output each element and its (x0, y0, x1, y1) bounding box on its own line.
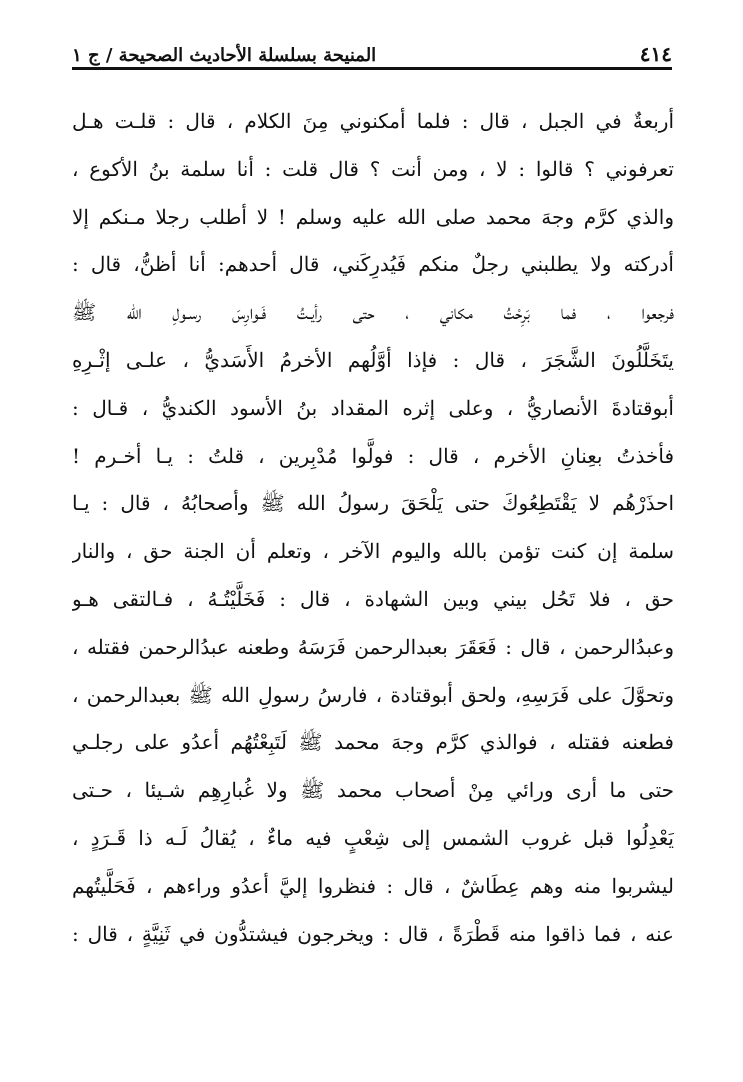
text-line: فطعنه فقتله ، فوالذي كرَّم وجهَ محمد ﷺ لَتَبِعْتُهُم أعدُو على رجلـي (72, 730, 674, 755)
text-line: أربعةٌ في الجبل ، قال : فلما أمكنوني مِنَ الكلام ، قال : قلـت هـل (72, 109, 674, 133)
running-head (72, 30, 672, 66)
page-number: ٤١٤ (639, 42, 672, 66)
text-line: وتحوَّلَ على فَرَسِهِ، ولحق أبوقتادة ، فارسُ رسولِ الله ﷺ بعبدالرحمن ، (72, 682, 674, 707)
text-line: أبوقتادةَ الأنصاريُّ ، وعلى إثره المقداد بنُ الأسود الكنديُّ ، قـال : (72, 395, 674, 420)
text-line: فأخذتُ بعِنانِ الأخرم ، قال : فولَّوا مُدْبِرين ، قلتُ : يـا أخـرم ! (72, 443, 674, 468)
text-line: وعبدُالرحمن ، قال : فَعَقَرَ بعبدالرحمن فَرَسَهُ وطعنه عبدُالرحمن فقتله ، (72, 634, 674, 659)
text-line: احذَرْهُم لا يَقْتَطِعُوكَ حتى يَلْحَقَ رسولُ الله ﷺ وأصحابُهُ ، قال : يـا (72, 491, 674, 516)
text-line: تعرفوني ؟ قالوا : لا ، ومن أنت ؟ قال قلت : أنا سلمة بنُ الأكوع ، (72, 156, 674, 181)
text-line: فرجعوا ، فما بَرِحْتُ مكاني ، حتى رأيـتُ فَـوارِسَ رسـولِ الله ﷺ (72, 300, 674, 325)
text-line: والذي كرَّم وجهَ محمد صلى الله عليه وسلم ! لا أطلب رجلا مـنكم إلا (72, 204, 674, 229)
text-line: حتى ما أرى ورائي مِنْ أصحاب محمد ﷺ ولا غُبارِهِم شـيئا ، حـتى (72, 778, 674, 803)
text-line: يَعْدِلُوا قبل غروب الشمس إلى شِعْبٍ فيه ماءٌ ، يُقالُ لَـه ذا قَـرَدٍ ، (72, 825, 674, 850)
running-title: المنيحة بسلسلة الأحاديث الصحيحة / ج ١ (72, 45, 377, 66)
header-divider (72, 67, 672, 70)
text-line: أدركته ولا يطلبني رجلٌ منكم فَيُدرِكَني، قال أحدهم: أنا أظنُّ، قال : (72, 252, 674, 277)
text-line: يتَخَلَّلُونَ الشَّجَرَ ، قال : فإذا أوَّلُهم الأخرمُ الأَسَديُّ ، علـى إثْـرِهِ (72, 347, 674, 372)
text-line: عنه ، فما ذاقوا منه قَطْرَةً ، قال : ويخرجون فيشتدُّون في ثَنِيَّةٍ ، قال : (72, 921, 674, 946)
text-line: حق ، فلا تَحُل بيني وبين الشهادة ، قال : فَخَلَّيْتُـهُ ، فـالتقى هـو (72, 586, 674, 611)
text-line: ليشربوا منه وهم عِطَاشٌ ، قال : فنظروا إليَّ أعدُو وراءهم ، فَحَلَّيتُهم (72, 873, 674, 898)
text-line: سلمة إن كنت تؤمن بالله واليوم الآخر ، وتعلم أن الجنة حق ، والنار (72, 539, 674, 564)
main-text (72, 98, 674, 958)
